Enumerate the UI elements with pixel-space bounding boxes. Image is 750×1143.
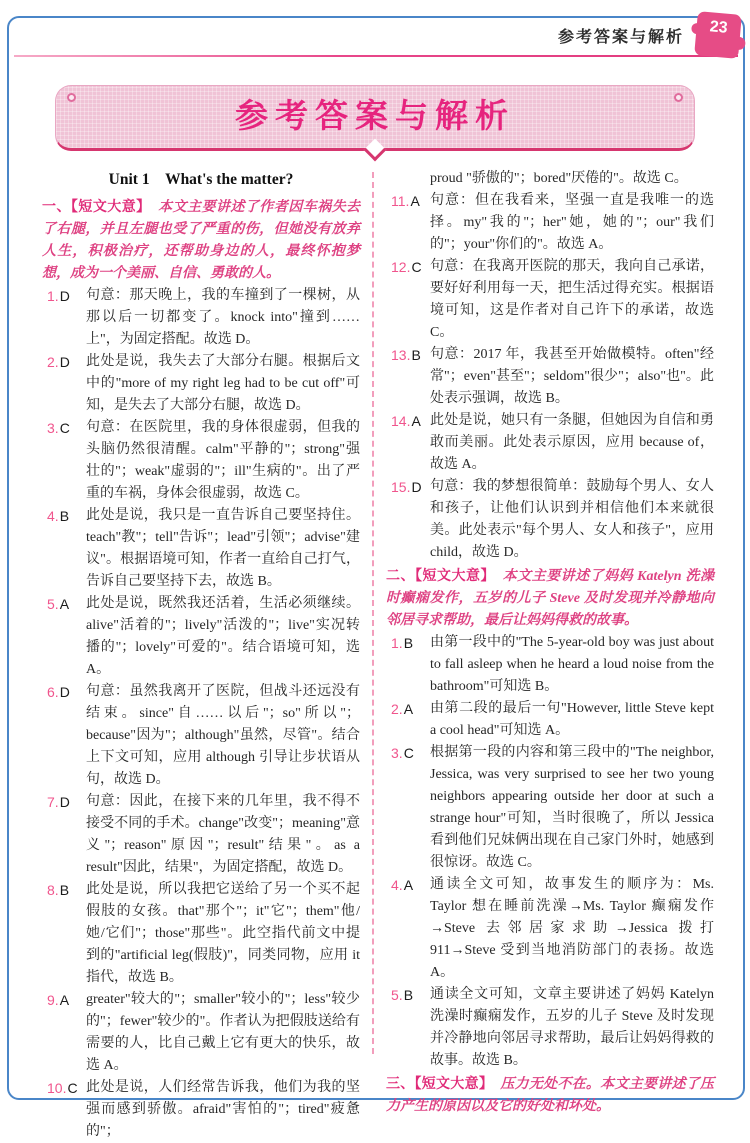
right-column (386, 168, 715, 1114)
answer-label: 15.D (391, 479, 422, 495)
answer-text: 通读全文可知，故事发生的顺序为：Ms. Taylor 想在睡前洗澡→Ms. Taylor 癫痫发作→Steve 去邻居家求助→Jessica 拨打 911→Steve 受到当地消防部门的表扬。故选 A。 (430, 877, 714, 980)
answer-label: 4.B (47, 508, 70, 524)
running-header: 参考答案与解析 (557, 29, 684, 46)
section-3-summary: 三、【短文大意】 压力无处不在。本文主要讲述了压力产生的原因以及它的好处和坏处。 (386, 1075, 715, 1114)
answer-item-8 (42, 879, 360, 989)
page-number-tab (694, 11, 742, 59)
section-2-summary: 二、【短文大意】 本文主要讲述了妈妈 Katelyn 洗澡时癫痫发作，五岁的儿子 Steve 及时发现并冷静地向邻居寻求帮助，最后让妈妈得救的故事。 (386, 567, 714, 628)
answer-text: 通读全文可知，文章主要讲述了妈妈 Katelyn 洗澡时癫痫发作，五岁的儿子 Steve 及时发现并冷静地向邻居寻求帮助，最后让妈妈得救的故事。故选 B。 (430, 987, 714, 1068)
answer-item-3 (42, 417, 360, 505)
pin-icon (67, 93, 76, 102)
answer-item-6 (42, 681, 360, 791)
answer-label: 7.D (47, 794, 70, 810)
header-divider (14, 55, 738, 57)
answer-item-11 (386, 190, 714, 256)
section-2-heading: 二、【短文大意】 (386, 567, 489, 583)
answer-label: 9.A (47, 992, 70, 1008)
answer-text: 此处是说，我失去了大部分右腿。根据后文中的"more of my right leg had to be cut off"可知，是失去了大部分右腿，故选 D。 (86, 354, 360, 413)
answer-label: 6.D (47, 684, 70, 700)
answer-label: 2.D (47, 354, 70, 370)
answer-text: 句意：2017 年，我甚至开始做模特。often"经常"；even"甚至"；seldom"很少"；also"也"。此处表示强调，故选 B。 (430, 347, 714, 406)
answer-text: 根据第一段的内容和第三段中的"The neighbor, Jessica, was very surprised to see her two young neighbors appearing outside her door at such a strange hour"可知，当时很晚了，所以 Jessica 看到他们兄妹俩出现在自己家门外时，她感到很惊讶。故选 C。 (430, 745, 714, 870)
answer-label: 1.D (47, 288, 70, 304)
answer-item-7 (42, 791, 360, 879)
answer-text: 句意：我的梦想很简单：鼓励每个男人、女人和孩子，让他们认识到并相信他们本来就很美。此处表示"每个男人、女人和孩子"，应用 child，故选 D。 (430, 479, 714, 560)
answer-item-2-1 (386, 632, 714, 698)
answer-item-2-4 (386, 874, 714, 984)
page-number: 23 (709, 18, 729, 37)
answer-item-13 (386, 344, 714, 410)
answer-text: 句意：在我离开医院的那天，我向自己承诺，要好好利用每一天，把生活过得充实。根据语境可知，这是作者对自己许下的承诺，故选 C。 (430, 259, 714, 340)
answer-item-9 (42, 989, 360, 1077)
section-3-heading: 三、【短文大意】 (386, 1075, 487, 1091)
answer-text: 此处是说，所以我把它送给了另一个买不起假肢的女孩。that"那个"；it"它"；them"他/她/它们"；those"那些"。此空指代前文中提到的"artificial leg(假肢)"，同类同物，应用 it 指代，故选 B。 (86, 882, 360, 985)
section-1-heading: 一、【短文大意】 (42, 198, 144, 214)
answer-item-1 (42, 285, 360, 351)
unit-title: Unit 1 What's the matter? (108, 171, 294, 188)
answer-label: 5.B (391, 987, 414, 1003)
answer-item-5 (42, 593, 360, 681)
answer-item-2-3 (386, 742, 714, 874)
answer-text: 由第二段的最后一句"However, little Steve kept a cool head"可知选 A。 (430, 701, 714, 738)
answer-item-2-5 (386, 984, 714, 1072)
answer-item-10 (42, 1077, 360, 1143)
answer-label: 14.A (391, 413, 421, 429)
answer-label: 1.B (391, 635, 414, 651)
answer-label: 3.C (391, 745, 414, 761)
answer-label: 2.A (391, 701, 414, 717)
answer-text: 此处是说，既然我还活着，生活必须继续。alive"活着的"；lively"活泼的"；live"实况转播的"；lovely"可爱的"。结合语境可知，选 A。 (86, 596, 360, 677)
answer-label: 3.C (47, 420, 70, 436)
content-area (42, 168, 715, 1139)
title-banner (55, 85, 695, 151)
answer-text: 由第一段中的"The 5-year-old boy was just about to fall asleep when he heard a loud noise from the bathroom"可知选 B。 (430, 635, 714, 694)
answer-text: 此处是说，人们经常告诉我，他们为我的坚强而感到骄傲。afraid"害怕的"；tired"疲惫的"； (86, 1080, 360, 1139)
answer-text: 句意：虽然我离开了医院，但战斗还远没有结束。since"自……以后"；so"所以"；because"因为"；although"虽然，尽管"。结合上下文可知，应用 although 引导让步状语从句，故选 D。 (86, 684, 360, 787)
answer-item-2-2 (386, 698, 714, 742)
section-1-summary: 一、【短文大意】 本文主要讲述了作者因车祸失去了右腿，并且左腿也受了严重的伤，但她没有放弃人生，积极治疗，还帮助身边的人，最终怀抱梦想，成为一个美丽、自信、勇敢的人。 (42, 198, 361, 281)
answer-label: 11.A (391, 193, 420, 209)
answer-item-14 (386, 410, 714, 476)
answer-text: greater"较大的"；smaller"较小的"；less"较少的"；fewer"较少的"。作者认为把假肢送给有需要的人，比自己戴上它有更大的快乐，故选 A。 (86, 992, 360, 1073)
answer-item-2 (42, 351, 360, 417)
left-column (42, 168, 361, 1139)
answer-label: 13.B (391, 347, 421, 363)
page-title: 参考答案与解析 (235, 97, 515, 134)
answer-text: 此处是说，她只有一条腿，但她因为自信和勇敢而美丽。此处表示原因，应用 because of，故选 A。 (430, 413, 714, 472)
pin-icon (674, 93, 683, 102)
answer-item-12 (386, 256, 714, 344)
answer-text: 句意：但在我看来，坚强一直是我唯一的选择。my"我的"；her"她，她的"；our"我们的"；your"你们的"。故选 A。 (430, 193, 714, 252)
answer-item-15 (386, 476, 714, 564)
answer-text: 句意：那天晚上，我的车撞到了一棵树，从那以后一切都变了。knock into"撞到……上"，为固定搭配。故选 D。 (86, 288, 360, 347)
answer-item-10-continuation: proud "骄傲的"；bored"厌倦的"。故选 C。 (430, 171, 688, 186)
column-divider (372, 172, 374, 1054)
answer-item-4 (42, 505, 360, 593)
answer-label: 12.C (391, 259, 422, 275)
answer-label: 5.A (47, 596, 70, 612)
answer-text: 此处是说，我只是一直告诉自己要坚持住。teach"教"；tell"告诉"；lead"引领"；advise"建议"。根据语境可知，作者一直给自己打气，告诉自己要坚持下去，故选 B。 (86, 508, 360, 589)
answer-text: 句意：在医院里，我的身体很虚弱，但我的头脑仍然很清醒。calm"平静的"；strong"强壮的"；weak"虚弱的"；ill"生病的"。出了严重的车祸，身体会很虚弱，故选 C。 (86, 420, 360, 501)
answer-label: 4.A (391, 877, 414, 893)
answer-text: 句意：因此，在接下来的几年里，我不得不接受不同的手术。change"改变"；meaning"意义"；reason"原因"；result"结果"。as a result"因此，结果"，为固定搭配，故选 D。 (86, 794, 360, 875)
answer-label: 10.C (47, 1080, 78, 1096)
answer-label: 8.B (47, 882, 70, 898)
